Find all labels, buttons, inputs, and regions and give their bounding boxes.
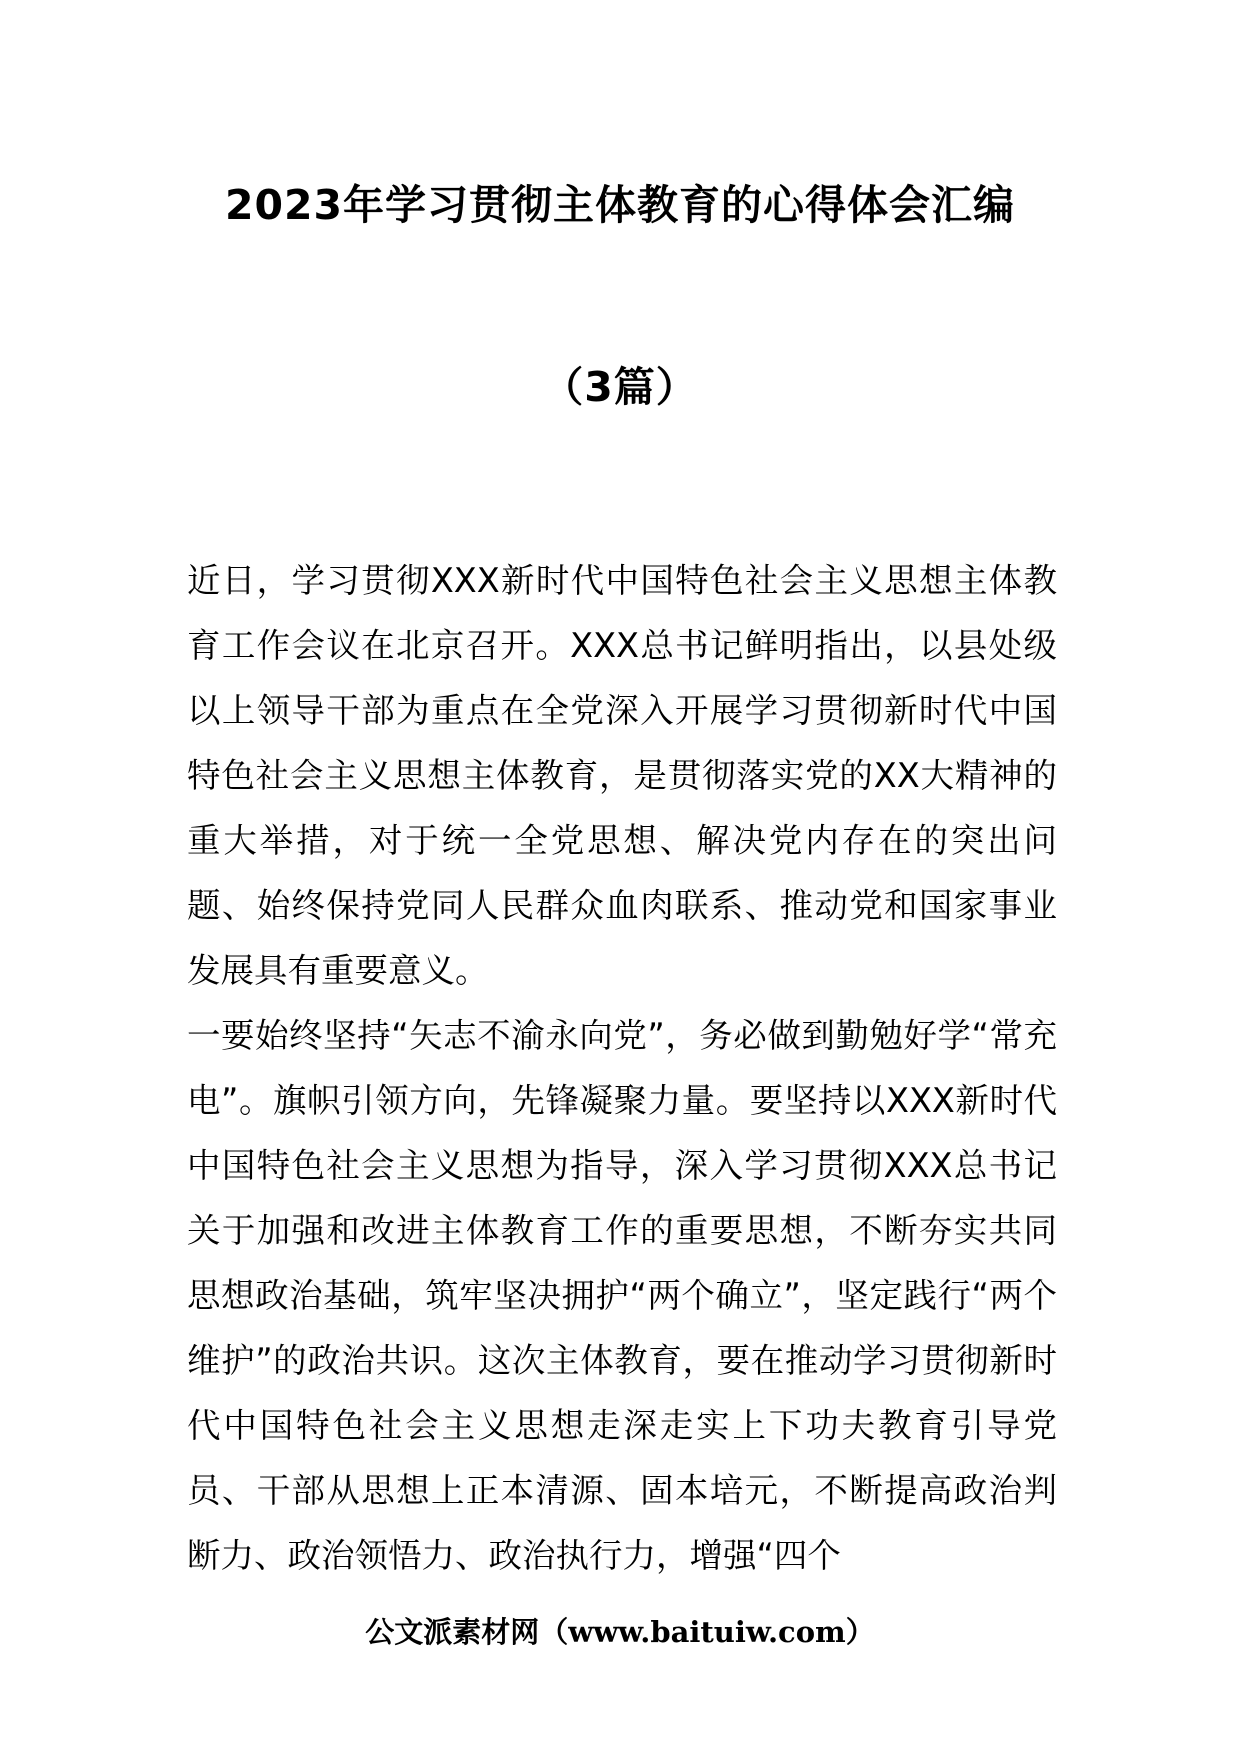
document-body: [187, 548, 1057, 1588]
paragraph-point-one: 一要始终坚持“矢志不渝永向党”，务必做到勤勉好学“常充电”。旗帜引领方向，先锋凝聚力量。要坚持以XXX新时代中国特色社会主义思想为指导，深入学习贯彻XXX总书记关于加强和改进主体教育工作的重要思想，不断夯实共同思想政治基础，筑牢坚决拥护“两个确立”，坚定践行“两个维护”的政治共识。这次主体教育，要在推动学习贯彻新时代中国特色社会主义思想走深走实上下功夫教育引导党员、干部从思想上正本清源、固本培元，不断提高政治判断力、政治领悟力、政治执行力，增强“四个: [187, 1016, 1057, 1575]
page-footer: 公文派素材网（www.baituiw.com）: [365, 1615, 875, 1649]
paragraph-intro: 近日，学习贯彻XXX新时代中国特色社会主义思想主体教育工作会议在北京召开。XXX总书记鲜明指出，以县处级以上领导干部为重点在全党深入开展学习贯彻新时代中国特色社会主义思想主体教育，是贯彻落实党的XX大精神的重大举措，对于统一全党思想、解决党内存在的突出问题、始终保持党同人民群众血肉联系、推动党和国家事业发展具有重要意义。: [187, 561, 1057, 990]
document-title: 2023年学习贯彻主体教育的心得体会汇编: [224, 181, 1016, 229]
document-subtitle: （3篇）: [542, 363, 698, 411]
